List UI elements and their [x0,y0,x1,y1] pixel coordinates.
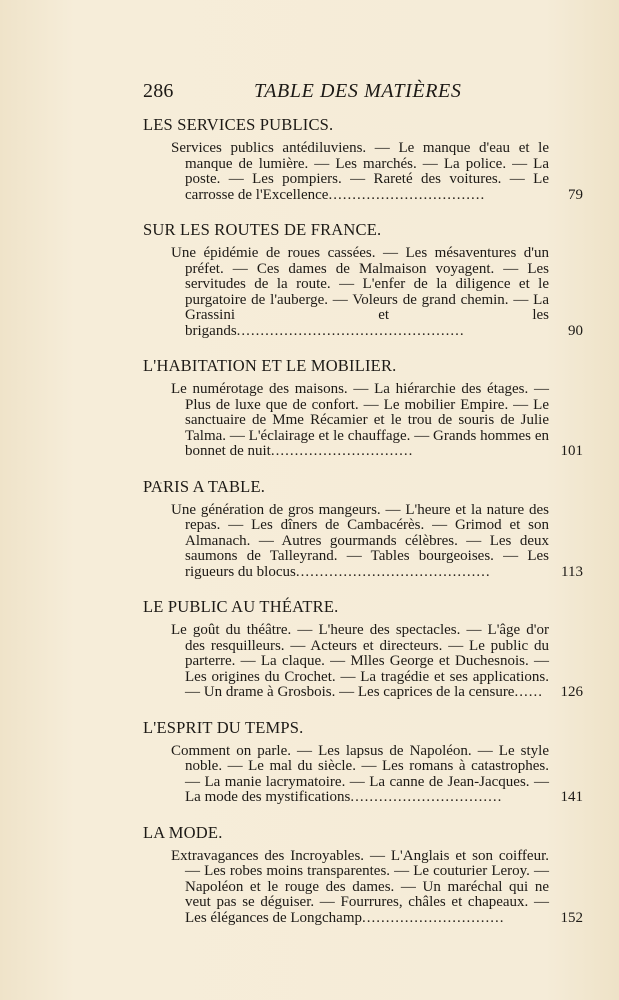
page-reference: 113 [561,563,583,580]
toc-section [143,219,583,339]
dot-leaders: ...... [514,684,543,700]
toc-section [143,822,583,927]
page-header [143,80,477,108]
toc-entry [143,623,583,701]
page-number: 286 [143,80,174,102]
entry-text: Une génération de gros mangeurs. — L'heure et la nature des repas. — Les dîners de Cambacérès. — Grimod et son Almanach. — Autres gourmands célèbres. — Les deux saumons de Talleyrand. — Tables bourgeoises. — Les rigueurs du blocus [171,501,549,580]
toc-entry [143,849,583,927]
entry-text: Services publics antédiluviens. — Le manque d'eau et le manque de lumière. — Les marchés. — La police. — La poste. — Les pompiers. — Rareté des voitures. — Le carrosse de l'Excellence [171,140,549,203]
toc-entry [143,503,583,581]
entry-description [171,141,549,203]
section-heading: L'HABITATION ET LE MOBILIER. [143,356,397,375]
section-heading: LE PUBLIC AU THÉATRE. [143,597,339,616]
toc-section [143,476,583,581]
dot-leaders: ................................. [328,186,486,203]
toc-section [143,596,583,701]
toc-section [143,717,583,806]
section-heading: SUR LES ROUTES DE FRANCE. [143,220,382,239]
dot-leaders: .............................. [270,443,414,459]
toc-entry [143,141,583,203]
section-heading: PARIS A TABLE. [143,476,266,496]
dot-leaders: .............................. [362,909,505,926]
entry-text: Le numérotage des maisons. — La hiérarchie des étages. — Plus de luxe que de confort. — Le mobilier Empire. — Le sanctuaire de Mme Récamier et le trou de souris de Julie Talma. — L'éclairage et le chauffage. — Grands hommes en bonnet de nuit [171,381,549,459]
paper-speck [160,482,162,484]
page-reference: 141 [560,789,583,805]
entry-text: Une épidémie de roues cassées. — Les mésaventures d'un préfet. — Ces dames de Malmaison voyagent. — Les servitudes de la route. — L'enfer de la diligence et le purgatoire de l'auberge. — Voleurs de grand chemin. — La Grassini et les brigands [171,245,549,339]
page-reference: 79 [568,186,583,203]
entry-description [171,623,549,701]
page-reference: 90 [568,322,583,339]
dot-leaders: ................................ [350,789,503,805]
entry-description [171,744,549,806]
entry-text: Comment on parle. — Les lapsus de Napoléon. — Le style noble. — Le mal du siècle. — Les romans à catastrophes. — La manie lacrymatoire. — La canne de Jean-Jacques. — La mode des mystifications [171,742,549,805]
toc-entry [143,246,583,339]
section-heading: LES SERVICES PUBLICS. [143,115,334,134]
dot-leaders: ......................................... [295,563,491,580]
page-reference: 152 [560,909,583,926]
entry-description [171,246,549,339]
entry-description [171,849,549,927]
entry-text: Le goût du théâtre. — L'heure des spectacles. — L'âge d'or des resquilleurs. — Acteurs et directeurs. — Le public du parterre. — La claque. — Mlles George et Duchesnois. — Les origines du Crochet. — La tragédie et ses applications. — Un drame à Grosbois. — Les caprices de la censure [171,622,549,700]
toc-entry [143,382,583,460]
dot-leaders: ................................................ [236,322,465,339]
toc-section [143,114,583,203]
entry-description [171,382,549,460]
page-reference: 101 [560,443,583,459]
entry-text: Extravagances des Incroyables. — L'Anglais et son coiffeur. — Les robes moins transparentes. — Le couturier Leroy. — Napoléon et le rouge des dames. — Un maréchal qui ne veut pas se déguiser. — Fourrures, châles et chapeaux. — Les élégances de Longchamp [171,847,549,926]
toc-section [143,355,583,460]
section-heading: LA MODE. [143,822,223,842]
running-title: TABLE DES MATIÈRES [254,80,462,102]
toc-entry [143,744,583,806]
section-heading: L'ESPRIT DU TEMPS. [143,717,304,737]
page-reference: 126 [560,684,583,700]
entry-description [171,503,549,581]
table-of-contents [143,114,583,942]
